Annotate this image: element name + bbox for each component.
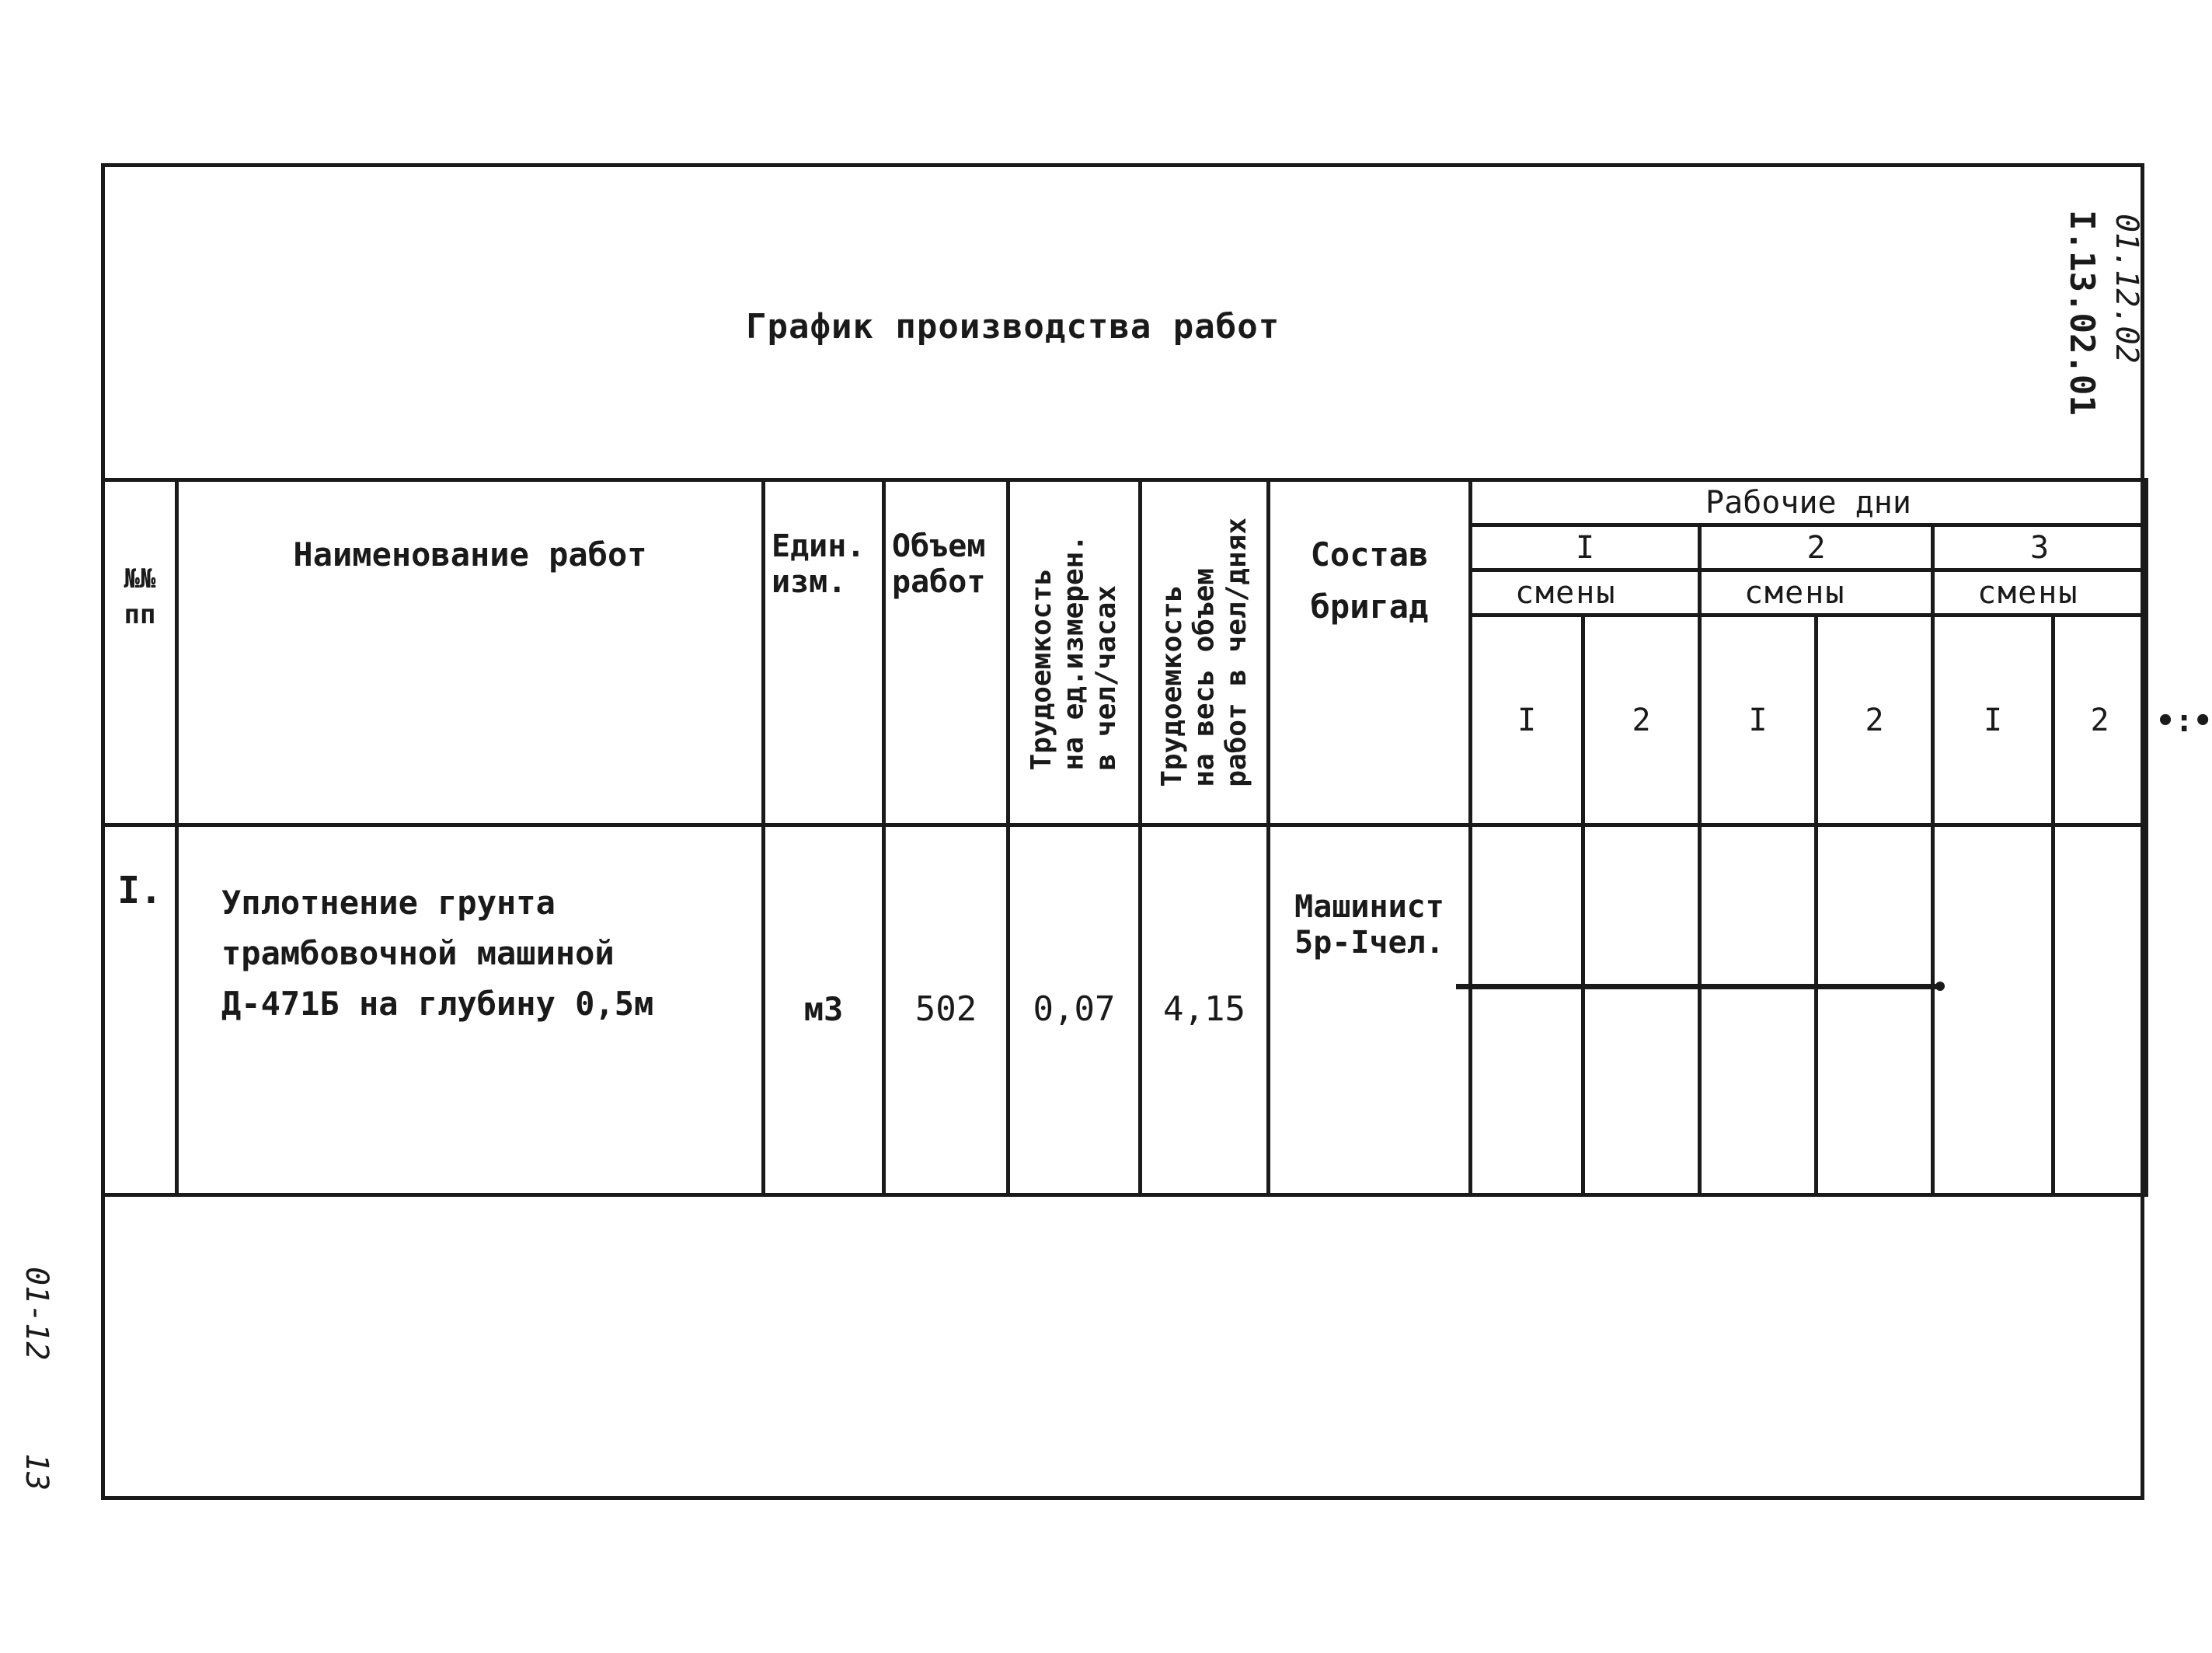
page-title: График производства работ (746, 307, 1280, 347)
header-working-days: Рабочие дни (1471, 480, 2147, 525)
header-shift-number: 2 (1583, 616, 1700, 825)
header-volume: Объем работ (884, 480, 1008, 825)
header-shifts-day-3: смены (1933, 570, 2147, 616)
handwritten-code: 01.12.02 (2109, 214, 2144, 364)
header-work-name: Наименование работ (177, 480, 764, 825)
header-unit: Един. изм. (764, 480, 884, 825)
gantt-cell (1471, 825, 1583, 1195)
gantt-cell (1933, 825, 2054, 1195)
header-shifts-day-1: смены (1471, 570, 1700, 616)
row-unit: м3 (764, 825, 884, 1195)
header-shift-number: I (1700, 616, 1817, 825)
header-shift-number: I (1471, 616, 1583, 825)
header-labor-total: Трудоемкость на весь объем работ в чел/днях (1141, 480, 1269, 825)
header-day-3: 3 (1933, 525, 2147, 570)
header-crew: Состав бригад (1269, 480, 1471, 825)
row-work-name: Уплотнение грунта трамбовочной машиной Д-471Б на глубину 0,5м (177, 825, 764, 1195)
header-shift-number: 2 (2054, 616, 2147, 825)
header-day-1: I (1471, 525, 1700, 570)
schedule-table (101, 478, 2148, 1197)
row-volume: 502 (884, 825, 1008, 1195)
header-day-2: 2 (1700, 525, 1933, 570)
gantt-cell (1817, 825, 1933, 1195)
header-shift-number: 2 (1817, 616, 1933, 825)
margin-note: 01-12 (19, 1267, 54, 1361)
gantt-cell (1583, 825, 1700, 1195)
row-labor-total: 4,15 (1141, 825, 1269, 1195)
gantt-bar (1456, 984, 1942, 989)
gantt-cell (2054, 825, 2147, 1195)
document-code: I.13.02.01 (2062, 210, 2102, 416)
header-shift-number: I (1933, 616, 2054, 825)
side-marks: •:• (2156, 703, 2212, 739)
row-crew: Машинист 5р-Ічел. (1269, 825, 1471, 1195)
header-shifts-day-2: смены (1700, 570, 1933, 616)
gantt-cell (1700, 825, 1817, 1195)
row-num: I. (103, 825, 177, 1195)
row-labor-unit: 0,07 (1008, 825, 1141, 1195)
table-row (103, 825, 2147, 1195)
header-labor-unit: Трудоемкость на ед.измерен. в чел/часах (1008, 480, 1141, 825)
header-num: №№ пп (103, 480, 177, 825)
margin-page-number: 13 (19, 1453, 54, 1491)
